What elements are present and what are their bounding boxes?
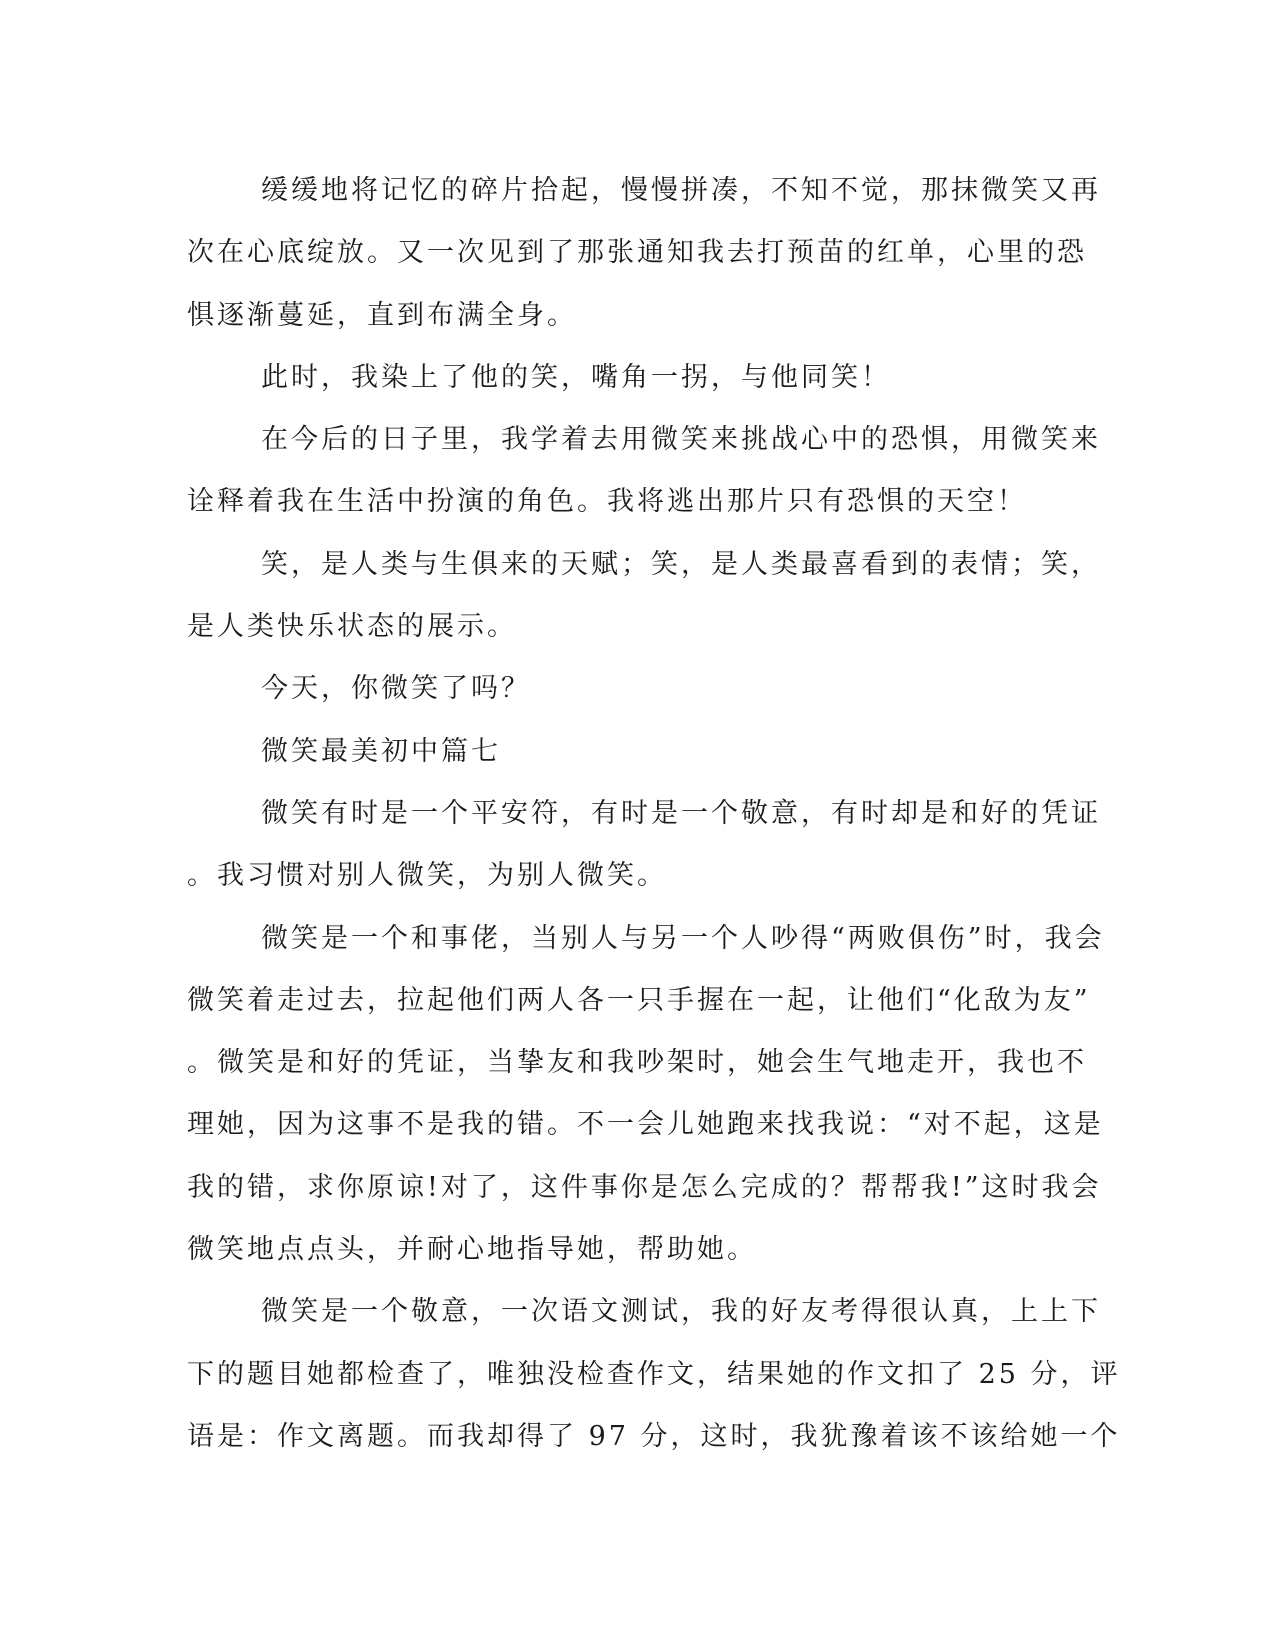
text-line: 次在心底绽放。又一次见到了那张通知我去打预苗的红单，心里的恐	[187, 237, 1087, 269]
text-line: 微笑是一个和事佬，当别人与另一个人吵得“两败俱伤”时，我会	[261, 922, 1105, 954]
body-text	[187, 160, 1121, 1468]
text-line: 微笑地点点头，并耐心地指导她，帮助她。	[187, 1234, 757, 1266]
text-line: 。微笑是和好的凭证，当挚友和我吵架时，她会生气地走开，我也不	[187, 1047, 1087, 1079]
text-line: 微笑着走过去，拉起他们两人各一只手握在一起，让他们“化敌为友”	[187, 984, 1091, 1016]
text-line: 下的题目她都检查了，唯独没检查作文，结果她的作文扣了 25 分，评	[187, 1358, 1121, 1390]
text-line: 此时，我染上了他的笑，嘴角一拐，与他同笑！	[261, 361, 891, 393]
text-line: 笑，是人类与生俱来的天赋；笑，是人类最喜看到的表情；笑，	[261, 548, 1101, 580]
text-line: 今天，你微笑了吗？	[261, 673, 531, 705]
section-heading: 微笑最美初中篇七	[261, 735, 501, 767]
text-line: 微笑是一个敬意，一次语文测试，我的好友考得很认真，上上下	[261, 1296, 1101, 1328]
text-line: 微笑有时是一个平安符，有时是一个敬意，有时却是和好的凭证	[261, 797, 1101, 829]
text-line: 在今后的日子里，我学着去用微笑来挑战心中的恐惧，用微笑来	[261, 424, 1101, 456]
text-line: 缓缓地将记忆的碎片拾起，慢慢拼凑，不知不觉，那抹微笑又再	[261, 175, 1101, 206]
text-line: 是人类快乐状态的展示。	[187, 611, 517, 643]
text-line: 语是：作文离题。而我却得了 97 分，这时，我犹豫着该不该给她一个	[187, 1420, 1121, 1452]
text-line: 理她，因为这事不是我的错。不一会儿她跑来找我说：“对不起，这是	[187, 1109, 1104, 1141]
text-line: 诠释着我在生活中扮演的角色。我将逃出那片只有恐惧的天空！	[187, 486, 1027, 518]
text-line: 。我习惯对别人微笑，为别人微笑。	[187, 860, 667, 892]
text-line: 我的错，求你原谅!对了，这件事你是怎么完成的？帮帮我!”这时我会	[187, 1171, 1102, 1203]
text-line: 惧逐渐蔓延，直到布满全身。	[187, 299, 577, 331]
